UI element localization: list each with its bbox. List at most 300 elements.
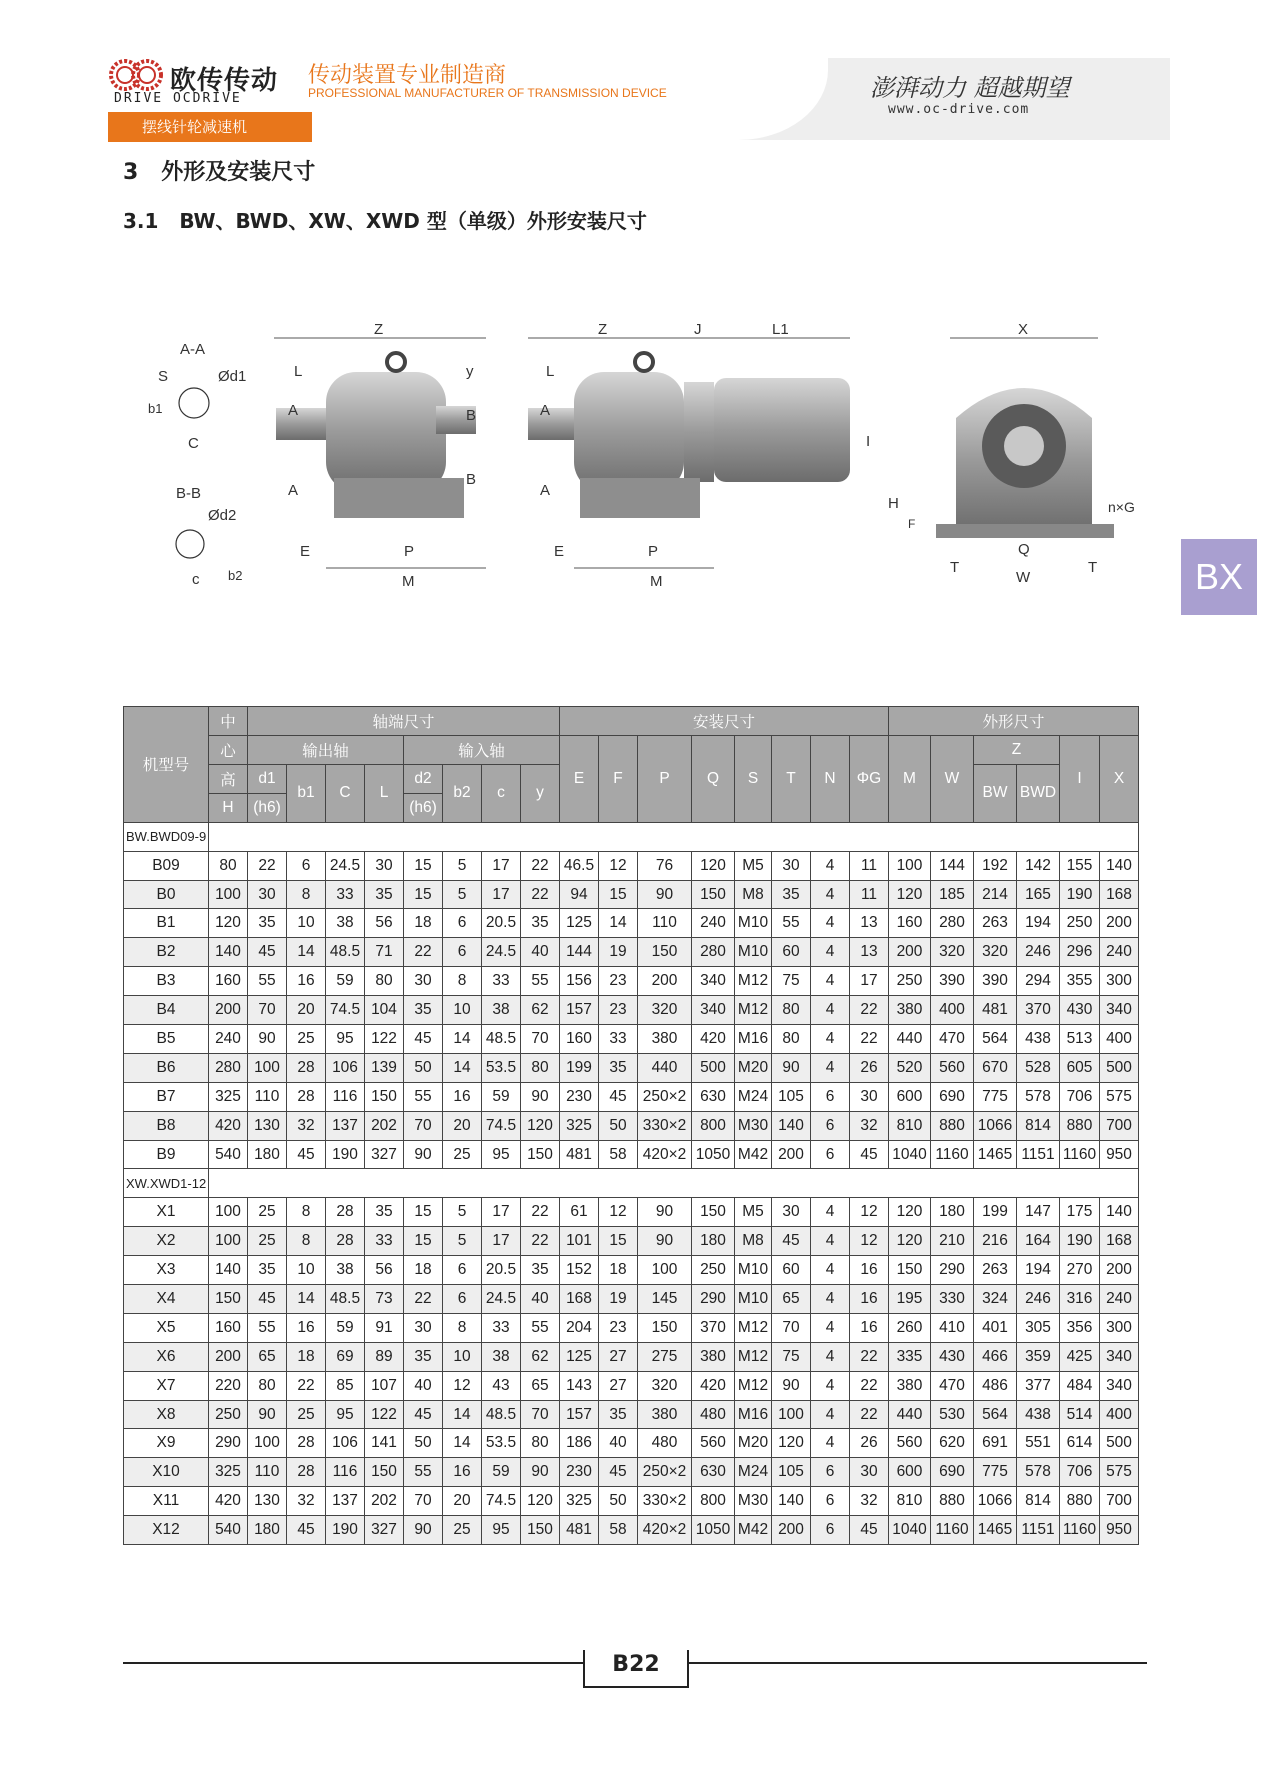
value-cell: 48.5 <box>326 1285 365 1314</box>
value-cell: 1050 <box>692 1140 735 1169</box>
table-row <box>124 1400 1139 1429</box>
value-cell: 578 <box>1017 1082 1060 1111</box>
model-cell: B3 <box>124 967 209 996</box>
table-body <box>124 822 1139 1544</box>
value-cell: 1151 <box>1017 1140 1060 1169</box>
label-c-upper: C <box>188 435 199 452</box>
value-cell: 106 <box>326 1053 365 1082</box>
value-cell: 390 <box>974 967 1017 996</box>
value-cell: 17 <box>482 851 521 880</box>
value-cell: 110 <box>248 1082 287 1111</box>
value-cell: 100 <box>772 1400 811 1429</box>
value-cell: 210 <box>931 1227 974 1256</box>
value-cell: 340 <box>1100 1342 1139 1371</box>
value-cell: M24 <box>735 1458 772 1487</box>
model-cell: B5 <box>124 1025 209 1054</box>
value-cell: 180 <box>248 1140 287 1169</box>
value-cell: 85 <box>326 1371 365 1400</box>
value-cell: 18 <box>404 909 443 938</box>
value-cell: 14 <box>443 1025 482 1054</box>
value-cell: 160 <box>560 1025 599 1054</box>
header-b2: b2 <box>443 765 482 823</box>
header-q: Q <box>692 736 735 823</box>
value-cell: 325 <box>209 1082 248 1111</box>
value-cell: 316 <box>1060 1285 1100 1314</box>
value-cell: 74.5 <box>482 1487 521 1516</box>
value-cell: 327 <box>365 1140 404 1169</box>
value-cell: 48.5 <box>326 938 365 967</box>
value-cell: 143 <box>560 1371 599 1400</box>
value-cell: 6 <box>811 1487 850 1516</box>
value-cell: 45 <box>850 1140 889 1169</box>
value-cell: 90 <box>404 1140 443 1169</box>
value-cell: 110 <box>638 909 692 938</box>
value-cell: 199 <box>974 1198 1017 1227</box>
slogan: 澎湃动力 超越期望 <box>870 74 1070 102</box>
value-cell: 150 <box>521 1516 560 1545</box>
value-cell: 10 <box>287 909 326 938</box>
label-z: Z <box>374 321 384 338</box>
value-cell: 43 <box>482 1371 521 1400</box>
value-cell: 80 <box>772 996 811 1025</box>
value-cell: 150 <box>638 938 692 967</box>
value-cell: 35 <box>365 1198 404 1227</box>
value-cell: 380 <box>638 1025 692 1054</box>
value-cell: 263 <box>974 1256 1017 1285</box>
value-cell: 160 <box>209 967 248 996</box>
value-cell: 120 <box>889 880 931 909</box>
value-cell: 12 <box>599 851 638 880</box>
value-cell: 6 <box>443 909 482 938</box>
value-cell: 40 <box>404 1371 443 1400</box>
model-cell: B7 <box>124 1082 209 1111</box>
header-z-bw: BW <box>974 765 1017 823</box>
value-cell: 157 <box>560 996 599 1025</box>
value-cell: 190 <box>1060 880 1100 909</box>
value-cell: 564 <box>974 1400 1017 1429</box>
value-cell: 50 <box>599 1111 638 1140</box>
value-cell: 24.5 <box>482 938 521 967</box>
value-cell: 327 <box>365 1516 404 1545</box>
value-cell: M5 <box>735 851 772 880</box>
value-cell: 46.5 <box>560 851 599 880</box>
value-cell: 33 <box>482 1313 521 1342</box>
value-cell: 65 <box>521 1371 560 1400</box>
model-cell: B09 <box>124 851 209 880</box>
label-m: M <box>402 573 415 590</box>
value-cell: 27 <box>599 1371 638 1400</box>
value-cell: 250 <box>209 1400 248 1429</box>
header-d1: d1 <box>248 765 287 794</box>
value-cell: 122 <box>365 1400 404 1429</box>
model-cell: B1 <box>124 909 209 938</box>
value-cell: 16 <box>287 967 326 996</box>
value-cell: 480 <box>692 1400 735 1429</box>
value-cell: 90 <box>521 1458 560 1487</box>
value-cell: 48.5 <box>482 1400 521 1429</box>
value-cell: 62 <box>521 1342 560 1371</box>
value-cell: 514 <box>1060 1400 1100 1429</box>
value-cell: 13 <box>850 909 889 938</box>
value-cell: 880 <box>931 1487 974 1516</box>
value-cell: 380 <box>692 1342 735 1371</box>
table-row <box>124 1227 1139 1256</box>
value-cell: 30 <box>772 851 811 880</box>
value-cell: 13 <box>850 938 889 967</box>
value-cell: 16 <box>850 1285 889 1314</box>
value-cell: 38 <box>326 909 365 938</box>
value-cell: 320 <box>638 996 692 1025</box>
value-cell: 80 <box>365 967 404 996</box>
value-cell: 45 <box>248 1285 287 1314</box>
value-cell: 260 <box>889 1313 931 1342</box>
value-cell: 35 <box>248 909 287 938</box>
value-cell: 28 <box>287 1429 326 1458</box>
motor-body <box>714 378 850 482</box>
value-cell: 45 <box>850 1516 889 1545</box>
value-cell: 6 <box>811 1082 850 1111</box>
value-cell: 80 <box>772 1025 811 1054</box>
value-cell: 578 <box>1017 1458 1060 1487</box>
value-cell: 25 <box>443 1140 482 1169</box>
value-cell: 370 <box>1017 996 1060 1025</box>
value-cell: 400 <box>931 996 974 1025</box>
value-cell: 59 <box>326 1313 365 1342</box>
value-cell: 30 <box>365 851 404 880</box>
value-cell: 335 <box>889 1342 931 1371</box>
value-cell: 20 <box>287 996 326 1025</box>
value-cell: 137 <box>326 1111 365 1140</box>
tagline-chinese: 传动装置专业制造商 <box>308 63 507 88</box>
value-cell: 530 <box>931 1400 974 1429</box>
value-cell: 325 <box>560 1111 599 1140</box>
value-cell: 35 <box>404 1342 443 1371</box>
header-install: 安装尺寸 <box>560 707 889 736</box>
reducer-body-motor <box>574 372 684 492</box>
value-cell: 137 <box>326 1487 365 1516</box>
header-c-lower: c <box>482 765 521 823</box>
value-cell: 706 <box>1060 1458 1100 1487</box>
value-cell: 90 <box>772 1053 811 1082</box>
value-cell: 28 <box>326 1227 365 1256</box>
value-cell: 120 <box>692 851 735 880</box>
table-row <box>124 1256 1139 1285</box>
value-cell: 430 <box>931 1342 974 1371</box>
value-cell: 100 <box>638 1256 692 1285</box>
value-cell: 30 <box>404 1313 443 1342</box>
label-l1: L1 <box>772 321 789 338</box>
value-cell: 8 <box>443 1313 482 1342</box>
header-shaft: 轴端尺寸 <box>248 707 560 736</box>
value-cell: 564 <box>974 1025 1017 1054</box>
value-cell: 4 <box>811 996 850 1025</box>
value-cell: 28 <box>287 1082 326 1111</box>
value-cell: 28 <box>287 1053 326 1082</box>
value-cell: 420×2 <box>638 1140 692 1169</box>
header-d2-tolerance: (h6) <box>404 793 443 822</box>
value-cell: 150 <box>521 1140 560 1169</box>
value-cell: 45 <box>248 938 287 967</box>
label-l: L <box>294 363 303 380</box>
value-cell: 4 <box>811 1371 850 1400</box>
value-cell: 18 <box>287 1342 326 1371</box>
value-cell: 6 <box>811 1111 850 1140</box>
value-cell: 58 <box>599 1516 638 1545</box>
value-cell: 116 <box>326 1082 365 1111</box>
value-cell: 246 <box>1017 938 1060 967</box>
shaft-section-a <box>179 388 209 418</box>
value-cell: 71 <box>365 938 404 967</box>
value-cell: 48.5 <box>482 1025 521 1054</box>
header-d2: d2 <box>404 765 443 794</box>
model-cell: X5 <box>124 1313 209 1342</box>
value-cell: 200 <box>638 967 692 996</box>
value-cell: 280 <box>209 1053 248 1082</box>
value-cell: 1066 <box>974 1111 1017 1140</box>
value-cell: 290 <box>209 1429 248 1458</box>
value-cell: 814 <box>1017 1487 1060 1516</box>
table-row <box>124 967 1139 996</box>
value-cell: 26 <box>850 1053 889 1082</box>
value-cell: 59 <box>326 967 365 996</box>
value-cell: 140 <box>772 1487 811 1516</box>
value-cell: 250 <box>692 1256 735 1285</box>
value-cell: 14 <box>443 1400 482 1429</box>
value-cell: 11 <box>850 851 889 880</box>
group-filler <box>209 822 1139 851</box>
dimension-table <box>123 706 1139 1545</box>
table-row <box>124 1053 1139 1082</box>
value-cell: 4 <box>811 1400 850 1429</box>
section-title: 3 外形及安装尺寸 <box>123 160 316 185</box>
value-cell: 4 <box>811 1227 850 1256</box>
value-cell: 1040 <box>889 1140 931 1169</box>
value-cell: 560 <box>692 1429 735 1458</box>
table-row <box>124 938 1139 967</box>
table-row <box>124 1198 1139 1227</box>
value-cell: 400 <box>1100 1400 1139 1429</box>
model-cell: X8 <box>124 1400 209 1429</box>
value-cell: 156 <box>560 967 599 996</box>
value-cell: 202 <box>365 1487 404 1516</box>
value-cell: 370 <box>692 1313 735 1342</box>
label-m-motor: M <box>650 573 663 590</box>
value-cell: 280 <box>931 909 974 938</box>
value-cell: 28 <box>326 1198 365 1227</box>
value-cell: 90 <box>248 1025 287 1054</box>
value-cell: 100 <box>889 851 931 880</box>
value-cell: 22 <box>850 1400 889 1429</box>
value-cell: 180 <box>931 1198 974 1227</box>
value-cell: 40 <box>521 1285 560 1314</box>
value-cell: 390 <box>931 967 974 996</box>
oc-gear-logo-icon <box>108 58 168 92</box>
value-cell: 1160 <box>931 1140 974 1169</box>
value-cell: 24.5 <box>326 851 365 880</box>
table-row <box>124 1458 1139 1487</box>
header-input-shaft: 输入轴 <box>404 736 560 765</box>
value-cell: 110 <box>248 1458 287 1487</box>
header-i: I <box>1060 736 1100 823</box>
value-cell: 200 <box>209 996 248 1025</box>
company-logo <box>108 58 280 110</box>
table-row <box>124 851 1139 880</box>
value-cell: 20.5 <box>482 909 521 938</box>
value-cell: 40 <box>521 938 560 967</box>
value-cell: 25 <box>248 1198 287 1227</box>
label-e: E <box>300 543 311 560</box>
value-cell: 125 <box>560 909 599 938</box>
value-cell: 246 <box>1017 1285 1060 1314</box>
value-cell: 15 <box>599 880 638 909</box>
value-cell: 35 <box>521 1256 560 1285</box>
value-cell: 186 <box>560 1429 599 1458</box>
label-a-motor-lower: A <box>540 482 551 499</box>
value-cell: 45 <box>404 1025 443 1054</box>
value-cell: 90 <box>404 1516 443 1545</box>
value-cell: 101 <box>560 1227 599 1256</box>
value-cell: 55 <box>772 909 811 938</box>
value-cell: 22 <box>850 996 889 1025</box>
value-cell: 165 <box>1017 880 1060 909</box>
value-cell: 120 <box>889 1227 931 1256</box>
value-cell: 4 <box>811 1053 850 1082</box>
value-cell: 11 <box>850 880 889 909</box>
footer-rule-right <box>683 1662 1147 1664</box>
table-row <box>124 1111 1139 1140</box>
value-cell: 10 <box>443 1342 482 1371</box>
value-cell: 65 <box>248 1342 287 1371</box>
footer-rule-left <box>123 1662 585 1664</box>
value-cell: 23 <box>599 967 638 996</box>
value-cell: 380 <box>889 996 931 1025</box>
value-cell: 320 <box>931 938 974 967</box>
table-row <box>124 1371 1139 1400</box>
value-cell: 139 <box>365 1053 404 1082</box>
value-cell: 14 <box>443 1429 482 1458</box>
value-cell: 150 <box>209 1285 248 1314</box>
value-cell: 8 <box>287 880 326 909</box>
header-g: ΦG <box>850 736 889 823</box>
value-cell: 481 <box>560 1140 599 1169</box>
header-n: N <box>811 736 850 823</box>
value-cell: 90 <box>521 1082 560 1111</box>
value-cell: 484 <box>1060 1371 1100 1400</box>
value-cell: 22 <box>248 851 287 880</box>
value-cell: 60 <box>772 1256 811 1285</box>
value-cell: 60 <box>772 938 811 967</box>
label-c-lower: c <box>192 571 200 588</box>
model-cell: B2 <box>124 938 209 967</box>
value-cell: 214 <box>974 880 1017 909</box>
value-cell: 74.5 <box>482 1111 521 1140</box>
value-cell: 480 <box>638 1429 692 1458</box>
value-cell: 800 <box>692 1487 735 1516</box>
value-cell: 32 <box>287 1111 326 1140</box>
value-cell: 17 <box>850 967 889 996</box>
header-center-height-3: 高 <box>209 765 248 794</box>
value-cell: 140 <box>209 1256 248 1285</box>
label-a-motor-upper: A <box>540 402 551 419</box>
value-cell: 20 <box>443 1487 482 1516</box>
table-row <box>124 1082 1139 1111</box>
value-cell: 706 <box>1060 1082 1100 1111</box>
value-cell: 100 <box>209 1227 248 1256</box>
label-section-bb: B-B <box>176 485 202 502</box>
value-cell: 324 <box>974 1285 1017 1314</box>
value-cell: 14 <box>599 909 638 938</box>
value-cell: 290 <box>931 1256 974 1285</box>
value-cell: 200 <box>772 1516 811 1545</box>
model-cell: X12 <box>124 1516 209 1545</box>
model-cell: B6 <box>124 1053 209 1082</box>
value-cell: 814 <box>1017 1111 1060 1140</box>
value-cell: 22 <box>521 880 560 909</box>
value-cell: 690 <box>931 1458 974 1487</box>
model-cell: X11 <box>124 1487 209 1516</box>
value-cell: 950 <box>1100 1516 1139 1545</box>
value-cell: 22 <box>850 1342 889 1371</box>
label-l-motor: L <box>546 363 555 380</box>
value-cell: 61 <box>560 1198 599 1227</box>
value-cell: 190 <box>326 1140 365 1169</box>
value-cell: 670 <box>974 1053 1017 1082</box>
value-cell: 55 <box>521 1313 560 1342</box>
value-cell: 100 <box>209 1198 248 1227</box>
value-cell: 16 <box>850 1256 889 1285</box>
lifting-eye <box>387 353 405 371</box>
value-cell: 35 <box>248 1256 287 1285</box>
value-cell: 27 <box>599 1342 638 1371</box>
value-cell: 22 <box>850 1025 889 1054</box>
value-cell: M12 <box>735 1371 772 1400</box>
value-cell: 600 <box>889 1458 931 1487</box>
value-cell: 38 <box>482 996 521 1025</box>
value-cell: 216 <box>974 1227 1017 1256</box>
value-cell: 145 <box>638 1285 692 1314</box>
value-cell: 420×2 <box>638 1516 692 1545</box>
value-cell: 20.5 <box>482 1256 521 1285</box>
header-output-shaft: 输出轴 <box>248 736 404 765</box>
value-cell: 25 <box>287 1400 326 1429</box>
label-b-upper: B <box>466 407 477 424</box>
value-cell: 22 <box>404 938 443 967</box>
value-cell: 122 <box>365 1025 404 1054</box>
header-c-upper: C <box>326 765 365 823</box>
value-cell: M12 <box>735 996 772 1025</box>
value-cell: 275 <box>638 1342 692 1371</box>
value-cell: 150 <box>692 1198 735 1227</box>
value-cell: 6 <box>287 851 326 880</box>
value-cell: 50 <box>404 1429 443 1458</box>
table-group-row <box>124 822 1139 851</box>
header-s: S <box>735 736 772 823</box>
value-cell: 70 <box>521 1025 560 1054</box>
value-cell: M8 <box>735 880 772 909</box>
value-cell: 141 <box>365 1429 404 1458</box>
value-cell: 4 <box>811 1198 850 1227</box>
value-cell: 195 <box>889 1285 931 1314</box>
value-cell: 55 <box>404 1082 443 1111</box>
label-s: S <box>158 368 169 385</box>
table-row <box>124 1429 1139 1458</box>
header-e: E <box>560 736 599 823</box>
value-cell: 325 <box>560 1487 599 1516</box>
value-cell: 4 <box>811 938 850 967</box>
value-cell: 107 <box>365 1371 404 1400</box>
value-cell: 4 <box>811 1285 850 1314</box>
value-cell: 95 <box>482 1140 521 1169</box>
